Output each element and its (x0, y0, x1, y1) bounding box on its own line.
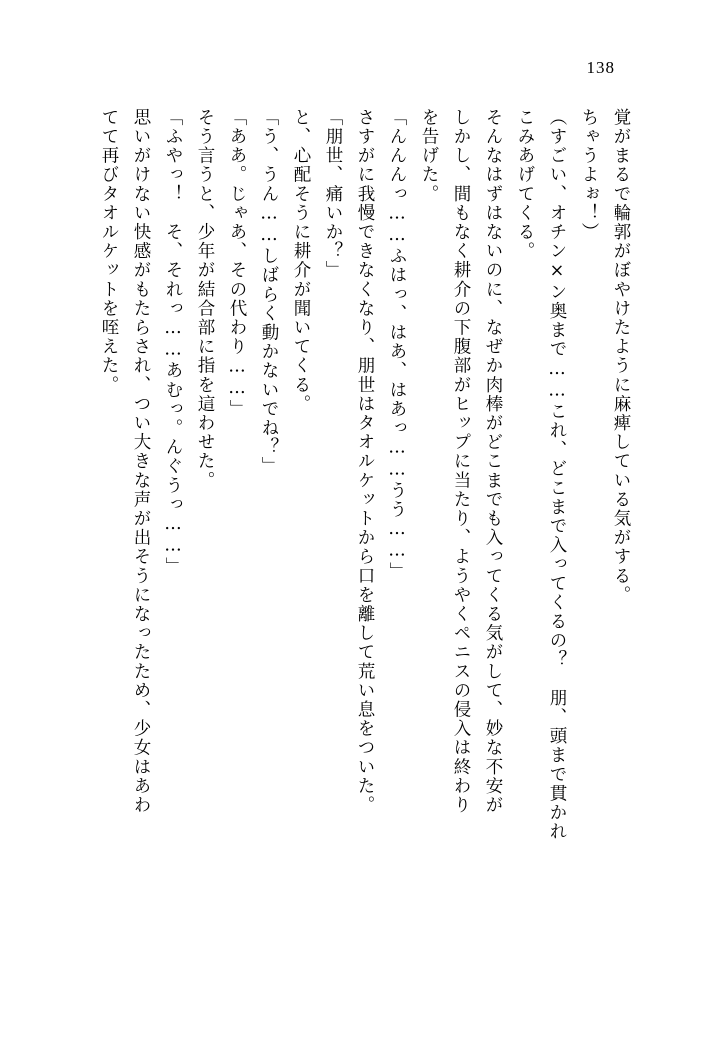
paragraph: しかし、間もなく耕介の下腹部がヒップに当たり、ようやくペニスの侵入は終わり (451, 108, 471, 815)
paragraph: さすがに我慢できなくなり、朋世はタオルケットから口を離して荒い息をついた。 (355, 108, 375, 815)
paragraph: ちゃうよぉ！） (579, 108, 599, 242)
paragraph: てて再びタオルケットを咥えた。 (99, 108, 119, 395)
paragraph: （すごい、オチン×ン奥まで……これ、どこまで入ってくるの？ 朋、頭まで貫かれ (547, 108, 567, 842)
paragraph: こみあげてくる。 (515, 108, 535, 261)
paragraph: を告げた。 (419, 108, 439, 204)
page-body-text (77, 108, 637, 948)
paragraph: 「ああ。じゃあ、その代わり……」 (227, 108, 247, 419)
paragraph: 思いがけない快感がもたらされ、つい大きな声が出そうになったため、少女はあわ (131, 108, 151, 815)
paragraph: 「んんんっ……ふはっ、はあ、はあっ……うう……」 (387, 108, 407, 582)
paragraph: 「ふやっ！ そ、それっ……あむっ。んぐうっ……」 (163, 108, 183, 577)
paragraph: 「う、うん……しばらく動かないでね？」 (259, 108, 279, 476)
page-number: 138 (586, 58, 615, 77)
paragraph: そう言うと、少年が結合部に指を這わせた。 (195, 108, 215, 490)
paragraph: そんなはずはないのに、なぜか肉棒がどこまでも入ってくる気がして、妙な不安が (483, 108, 503, 815)
paragraph: と、心配そうに耕介が聞いてくる。 (291, 108, 311, 414)
paragraph: 「朋世、痛いか？」 (323, 108, 343, 280)
paragraph: 覚がまるで輪郭がぼやけたように麻痺している気がする。 (611, 108, 631, 605)
